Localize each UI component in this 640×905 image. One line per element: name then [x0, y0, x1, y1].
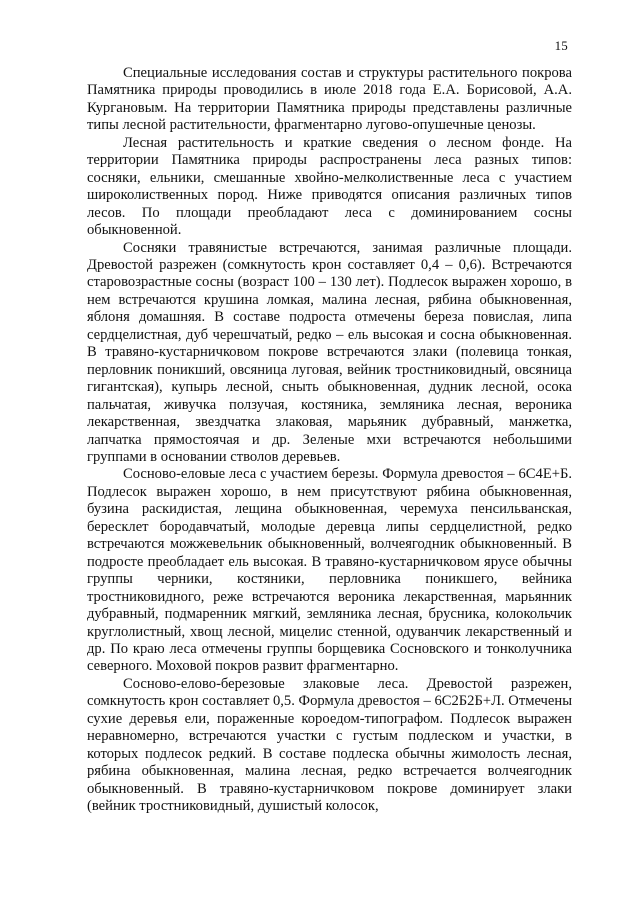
paragraph-1: Специальные исследования состав и структуры растительного покрова Памятника природы проводились в июле 2018 года Е.А. Борисовой, А.А. Кургановым. На территории Памятника природы представлены различные типы лесной растительности, фрагментарно лугово-опушечные ценозы.	[87, 65, 572, 134]
page-number: 15	[554, 38, 568, 53]
paragraph-4: Сосново-еловые леса с участием березы. Формула древостоя – 6С4Е+Б. Подлесок выражен хорошо, в нем присутствуют рябина обыкновенная, бузина раскидистая, лещина обыкновенная, черемуха пенсильванская, бересклет бородавчатый, молодые деревца липы сердцелистной, редко встречаются можжевельник обыкновенный, волчеягодник обыкновенный. В подросте преобладает ель высокая. В травяно-кустарничковом ярусе обычны группы черники, костяники, перловника поникшего, вейника тростниковидного, реже встречаются вероника лекарственная, марьянник дубравный, подмаренник мягкий, земляника лесная, брусника, колокольчик круглолистный, хвощ лесной, мицелис стенной, одуванчик лекарственный и др. По краю леса отмечены группы борщевика Сосновского и тонколучника северного. Моховой покров развит фрагментарно.	[87, 466, 572, 675]
paragraph-3: Сосняки травянистые встречаются, занимая различные площади. Древостой разрежен (сомкнутость крон составляет 0,4 – 0,6). Встречаются старовозрастные сосны (возраст 100 – 130 лет). Подлесок выражен хорошо, в нем встречаются крушина ломкая, малина лесная, рябина обыкновенная, яблоня домашняя. В составе подроста отмечены береза повислая, липа сердцелистная, дуб черешчатый, редко – ель высокая и сосна обыкновенная. В травяно-кустарничковом покрове встречаются злаки (полевица тонкая, перловник поникший, овсяница луговая, вейник тростниковидный, овсяница гигантская), купырь лесной, сныть обыкновенная, дудник лесной, осока пальчатая, живучка ползучая, костяника, земляника лесная, вероника лекарственная, звездчатка злаковая, марьяник дубравный, манжетка, лапчатка прямостоячая и др. Зеленые мхи встречаются небольшими группами в основании стволов деревьев.	[87, 239, 572, 465]
paragraph-5: Сосново-елово-березовые злаковые леса. Древостой разрежен, сомкнутость крон составляет 0,5. Формула древостоя – 6С2Б2Б+Л. Отмечены сухие деревья ели, пораженные короедом-типографом. Подлесок выражен неравномерно, встречаются участки с густым подлеском и участки, в которых подлесок редкий. В составе подлеска обычны жимолость лесная, рябина обыкновенная, малина лесная, редко встречается волчеягодник обыкновенный. В травяно-кустарничковом покрове доминирует злаки (вейник тростниковидный, душистый колосок,	[87, 675, 572, 815]
paragraph-2: Лесная растительность и краткие сведения о лесном фонде. На территории Памятника природы распространены леса разных типов: сосняки, ельники, смешанные хвойно-мелколиственные леса с участием широколиственных пород. Ниже приводятся описания различных типов лесов. По площади преобладают леса с доминированием сосны обыкновенной.	[87, 134, 572, 239]
document-body	[87, 65, 572, 815]
